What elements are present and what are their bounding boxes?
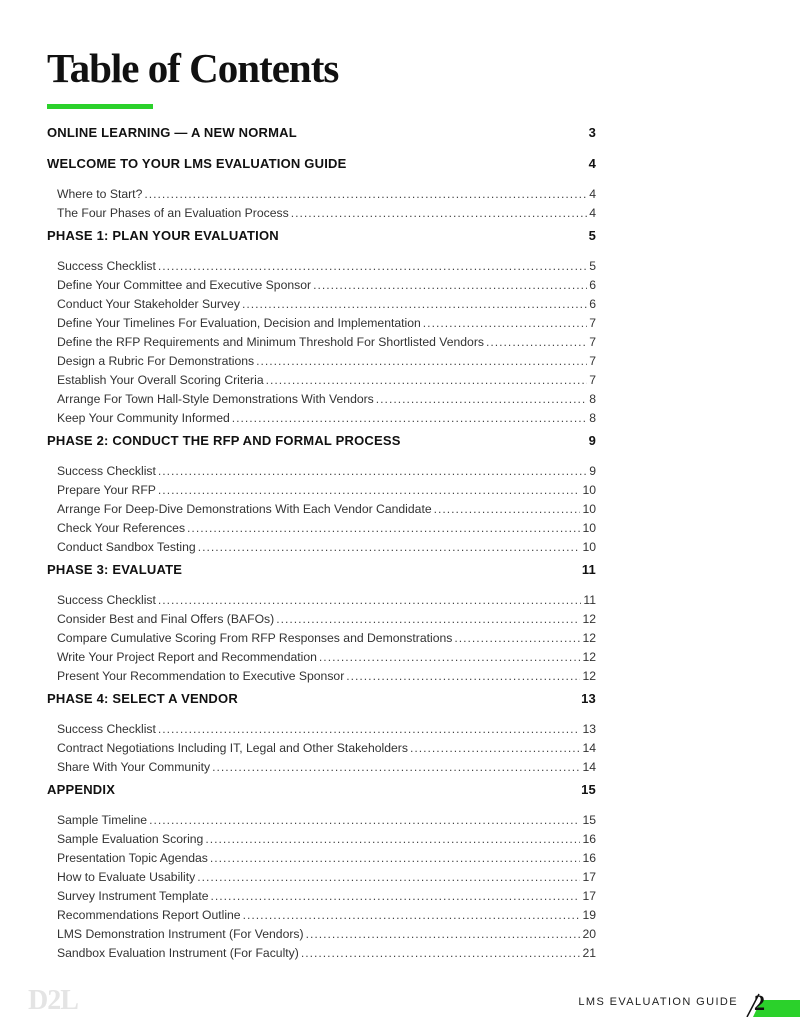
toc-entry-list [47, 813, 596, 965]
toc-entry-page: 14 [582, 760, 596, 774]
d2l-logo: D2L [28, 985, 78, 1016]
dot-leader [410, 741, 581, 755]
toc-entry-page: 12 [582, 650, 596, 664]
toc-entry-page: 15 [582, 813, 596, 827]
dot-leader [158, 593, 581, 607]
dot-leader [454, 631, 580, 645]
toc-entry-page: 16 [582, 832, 596, 846]
dot-leader [242, 297, 587, 311]
toc-entry-list [47, 259, 596, 430]
toc-entry[interactable] [57, 741, 596, 760]
toc-section [47, 562, 596, 688]
toc-entry-label: Compare Cumulative Scoring From RFP Responses and Demonstrations [57, 631, 453, 645]
table-of-contents [47, 125, 596, 968]
toc-entry[interactable] [57, 483, 596, 502]
section-page-number: 5 [588, 228, 596, 243]
toc-entry-page: 4 [589, 206, 596, 220]
toc-entry-label: Sample Evaluation Scoring [57, 832, 204, 846]
toc-section [47, 125, 596, 148]
section-page-number: 15 [581, 782, 596, 797]
toc-section-heading[interactable] [47, 156, 596, 179]
toc-entry-page: 12 [582, 631, 596, 645]
toc-entry-label: Consider Best and Final Offers (BAFOs) [57, 612, 275, 626]
toc-entry-label: The Four Phases of an Evaluation Process [57, 206, 289, 220]
page-title: Table of Contents [47, 45, 339, 91]
section-page-number: 4 [588, 156, 596, 171]
section-page-number: 11 [581, 562, 596, 577]
toc-entry-page: 10 [582, 483, 596, 497]
page-number: 2 [754, 990, 765, 1015]
dot-leader [144, 187, 587, 201]
dot-leader [313, 278, 587, 292]
toc-entry-label: Define the RFP Requirements and Minimum Threshold For Shortlisted Vendors [57, 335, 484, 349]
toc-entry-label: Arrange For Deep-Dive Demonstrations With Each Vendor Candidate [57, 502, 432, 516]
toc-section-heading[interactable] [47, 433, 596, 456]
toc-entry[interactable] [57, 593, 596, 612]
toc-entry-page: 7 [589, 316, 596, 330]
toc-entry-page: 7 [589, 354, 596, 368]
toc-entry-label: LMS Demonstration Instrument (For Vendors) [57, 927, 304, 941]
toc-entry-list [47, 464, 596, 559]
toc-entry-page: 17 [582, 889, 596, 903]
toc-entry[interactable] [57, 464, 596, 483]
toc-entry-label: Define Your Committee and Executive Sponsor [57, 278, 312, 292]
dot-leader [205, 832, 580, 846]
toc-entry-label: Share With Your Community [57, 760, 211, 774]
dot-leader [256, 354, 587, 368]
toc-entry-page: 17 [582, 870, 596, 884]
toc-section [47, 691, 596, 779]
toc-entry[interactable] [57, 722, 596, 741]
dot-leader [319, 650, 581, 664]
toc-entry[interactable] [57, 502, 596, 521]
dot-leader [210, 851, 581, 865]
dot-leader [434, 502, 581, 516]
toc-entry[interactable] [57, 760, 596, 779]
toc-entry-label: Write Your Project Report and Recommendation [57, 650, 317, 664]
toc-entry-label: Survey Instrument Template [57, 889, 209, 903]
toc-entry[interactable] [57, 259, 596, 278]
toc-entry[interactable] [57, 373, 596, 392]
toc-entry[interactable] [57, 411, 596, 430]
dot-leader [346, 669, 580, 683]
dot-leader [149, 813, 580, 827]
toc-entry-label: Conduct Your Stakeholder Survey [57, 297, 240, 311]
dot-leader [306, 927, 581, 941]
toc-entry-page: 6 [589, 297, 596, 311]
toc-entry-page: 5 [589, 259, 596, 273]
toc-section [47, 156, 596, 225]
toc-entry-label: Sample Timeline [57, 813, 148, 827]
toc-entry[interactable] [57, 908, 596, 927]
section-page-number: 13 [581, 691, 596, 706]
toc-entry-page: 14 [582, 741, 596, 755]
toc-entry-page: 12 [582, 612, 596, 626]
toc-entry[interactable] [57, 813, 596, 832]
toc-entry[interactable] [57, 392, 596, 411]
toc-section [47, 433, 596, 559]
toc-entry-page: 10 [582, 502, 596, 516]
dot-leader [187, 521, 580, 535]
toc-entry[interactable] [57, 316, 596, 335]
toc-entry[interactable] [57, 540, 596, 559]
toc-entry-page: 8 [589, 392, 596, 406]
dot-leader [158, 259, 587, 273]
toc-entry-page: 8 [589, 411, 596, 425]
toc-section [47, 228, 596, 430]
toc-entry-label: Design a Rubric For Demonstrations [57, 354, 255, 368]
toc-entry-page: 9 [589, 464, 596, 478]
dot-leader [376, 392, 587, 406]
dot-leader [212, 760, 580, 774]
toc-entry-page: 7 [589, 335, 596, 349]
toc-entry-page: 10 [582, 521, 596, 535]
section-title: PHASE 1: PLAN YOUR EVALUATION [47, 228, 279, 243]
toc-entry-label: Success Checklist [57, 722, 156, 736]
toc-entry-page: 13 [582, 722, 596, 736]
dot-leader [211, 889, 581, 903]
toc-entry-label: Conduct Sandbox Testing [57, 540, 196, 554]
toc-entry-page: 19 [582, 908, 596, 922]
toc-entry-list [47, 187, 596, 225]
toc-entry-page: 21 [582, 946, 596, 960]
toc-entry[interactable] [57, 521, 596, 540]
toc-entry[interactable] [57, 187, 596, 206]
dot-leader [301, 946, 581, 960]
toc-entry-label: How to Evaluate Usability [57, 870, 196, 884]
toc-entry-list [47, 722, 596, 779]
dot-leader [158, 464, 587, 478]
toc-section-heading[interactable] [47, 125, 596, 148]
toc-entry-label: Presentation Topic Agendas [57, 851, 208, 865]
section-title: PHASE 4: SELECT A VENDOR [47, 691, 238, 706]
toc-entry-label: Check Your References [57, 521, 186, 535]
dot-leader [232, 411, 587, 425]
toc-entry[interactable] [57, 631, 596, 650]
toc-entry-label: Success Checklist [57, 259, 156, 273]
dot-leader [291, 206, 588, 220]
toc-entry-label: Contract Negotiations Including IT, Legal and Other Stakeholders [57, 741, 408, 755]
toc-entry[interactable] [57, 612, 596, 631]
toc-entry-page: 20 [582, 927, 596, 941]
dot-leader [423, 316, 587, 330]
toc-entry-list [47, 593, 596, 688]
toc-entry-label: Success Checklist [57, 464, 156, 478]
toc-entry[interactable] [57, 354, 596, 373]
toc-entry-label: Sandbox Evaluation Instrument (For Faculty) [57, 946, 299, 960]
toc-entry[interactable] [57, 927, 596, 946]
toc-section-heading[interactable] [47, 562, 596, 585]
section-title: WELCOME TO YOUR LMS EVALUATION GUIDE [47, 156, 347, 171]
dot-leader [198, 540, 581, 554]
toc-entry[interactable] [57, 650, 596, 669]
toc-entry[interactable] [57, 870, 596, 889]
toc-entry-page: 6 [589, 278, 596, 292]
toc-entry-label: Present Your Recommendation to Executive Sponsor [57, 669, 345, 683]
toc-entry-label: Establish Your Overall Scoring Criteria [57, 373, 264, 387]
toc-entry[interactable] [57, 335, 596, 354]
toc-entry[interactable] [57, 206, 596, 225]
toc-entry-page: 11 [583, 593, 596, 607]
title-underline [47, 104, 153, 109]
section-title: ONLINE LEARNING — A NEW NORMAL [47, 125, 297, 140]
toc-entry[interactable] [57, 297, 596, 316]
toc-entry-label: Success Checklist [57, 593, 156, 607]
toc-entry-page: 4 [589, 187, 596, 201]
toc-entry-page: 16 [582, 851, 596, 865]
toc-section-heading[interactable] [47, 782, 596, 805]
section-page-number: 9 [588, 433, 596, 448]
toc-entry[interactable] [57, 946, 596, 965]
section-page-number: 3 [588, 125, 596, 140]
toc-section-heading[interactable] [47, 228, 596, 251]
footer-guide-label: LMS EVALUATION GUIDE [578, 996, 738, 1008]
dot-leader [158, 483, 581, 497]
toc-entry-page: 10 [582, 540, 596, 554]
toc-entry-label: Keep Your Community Informed [57, 411, 230, 425]
toc-entry[interactable] [57, 669, 596, 688]
toc-entry-label: Define Your Timelines For Evaluation, Decision and Implementation [57, 316, 421, 330]
toc-section-heading[interactable] [47, 691, 596, 714]
section-title: APPENDIX [47, 782, 116, 797]
toc-entry-label: Arrange For Town Hall-Style Demonstrations With Vendors [57, 392, 374, 406]
toc-section [47, 782, 596, 965]
toc-entry[interactable] [57, 889, 596, 908]
section-title: PHASE 2: CONDUCT THE RFP AND FORMAL PROCESS [47, 433, 401, 448]
dot-leader [486, 335, 587, 349]
dot-leader [158, 722, 581, 736]
section-title: PHASE 3: EVALUATE [47, 562, 183, 577]
toc-entry-page: 12 [582, 669, 596, 683]
toc-entry-label: Prepare Your RFP [57, 483, 156, 497]
dot-leader [243, 908, 581, 922]
toc-entry-page: 7 [589, 373, 596, 387]
toc-entry-label: Recommendations Report Outline [57, 908, 241, 922]
dot-leader [276, 612, 580, 626]
toc-entry-label: Where to Start? [57, 187, 143, 201]
toc-entry[interactable] [57, 278, 596, 297]
dot-leader [197, 870, 580, 884]
toc-entry[interactable] [57, 832, 596, 851]
toc-entry[interactable] [57, 851, 596, 870]
dot-leader [266, 373, 588, 387]
